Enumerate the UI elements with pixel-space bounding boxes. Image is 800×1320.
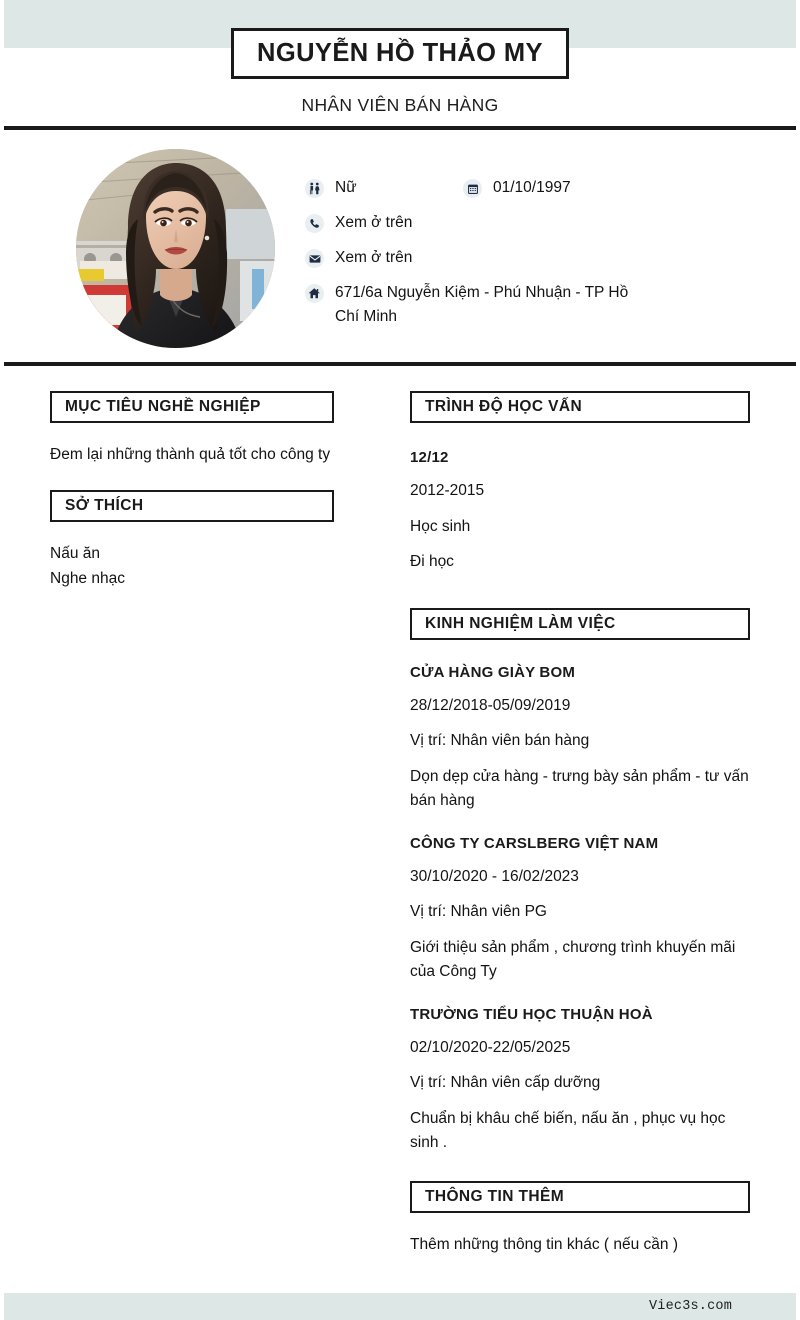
page-title: NGUYỄN HỒ THẢO MY xyxy=(257,38,543,67)
contact-email xyxy=(305,246,412,270)
footer-site-label: Viec3s.com xyxy=(648,1299,732,1314)
contact-birthday xyxy=(463,176,571,200)
calendar-icon xyxy=(463,179,482,198)
avatar xyxy=(76,149,275,348)
experience-entry xyxy=(410,664,750,814)
section-title: KINH NGHIỆM LÀM VIỆC xyxy=(425,614,616,632)
section-title: MỤC TIÊU NGHỀ NGHIỆP xyxy=(65,398,261,415)
hobby-item: Nghe nhạc xyxy=(50,570,125,587)
phone-icon xyxy=(305,214,324,233)
section-header-additional xyxy=(410,1181,750,1213)
additional-text: Thêm những thông tin khác ( nếu cần ) xyxy=(410,1235,679,1253)
contact-row xyxy=(305,211,785,237)
experience-title: CỬA HÀNG GIÀY BOM xyxy=(410,663,576,681)
experience-period: 02/10/2020-22/05/2025 xyxy=(410,1038,571,1056)
education-period: 2012-2015 xyxy=(410,482,485,499)
section-title: SỞ THÍCH xyxy=(65,497,144,514)
experience-detail: Dọn dẹp cửa hàng - trưng bày sản phẩm - tư vấn bán hàng xyxy=(410,767,749,809)
section-header-experience xyxy=(410,608,750,640)
home-icon xyxy=(305,284,324,303)
name-box xyxy=(231,28,569,79)
gender-value: Nữ xyxy=(335,179,357,196)
section-title: THÔNG TIN THÊM xyxy=(425,1187,565,1205)
experience-title: TRƯỜNG TIỂU HỌC THUẬN HOÀ xyxy=(410,1005,653,1023)
contact-row xyxy=(305,176,785,202)
contact-gender xyxy=(305,176,463,200)
experience-role: Vị trí: Nhân viên PG xyxy=(410,903,547,920)
section-header-hobbies xyxy=(50,490,334,522)
contact-row xyxy=(305,281,785,329)
experience-title: CÔNG TY CARSLBERG VIỆT NAM xyxy=(410,834,659,852)
experience-role: Vị trí: Nhân viên bán hàng xyxy=(410,732,590,749)
header xyxy=(0,0,800,128)
objective-text: Đem lại những thành quả tốt cho công ty xyxy=(50,446,331,463)
contact-address xyxy=(305,281,635,329)
education-entry xyxy=(410,449,750,575)
phone-value: Xem ở trên xyxy=(335,214,413,231)
hobby-item: Nấu ăn xyxy=(50,545,100,562)
right-column xyxy=(410,391,750,1257)
education-role: Học sinh xyxy=(410,517,471,535)
education-detail: Đi học xyxy=(410,553,454,570)
experience-role: Vị trí: Nhân viên cấp dưỡng xyxy=(410,1074,601,1091)
section-title: TRÌNH ĐỘ HỌC VẤN xyxy=(425,398,583,415)
left-column xyxy=(50,391,334,591)
experience-entry xyxy=(410,1006,750,1156)
section-header-education xyxy=(410,391,750,423)
experience-period: 30/10/2020 - 16/02/2023 xyxy=(410,867,579,885)
email-value: Xem ở trên xyxy=(335,249,413,266)
experience-detail: Giới thiệu sản phẩm , chương trình khuyến mãi của Công Ty xyxy=(410,938,736,980)
gender-icon xyxy=(305,179,324,198)
education-title: 12/12 xyxy=(410,449,449,466)
experience-period: 28/12/2018-05/09/2019 xyxy=(410,696,571,714)
birthday-value: 01/10/1997 xyxy=(493,179,571,196)
envelope-icon xyxy=(305,249,324,268)
experience-entry xyxy=(410,835,750,985)
divider-middle xyxy=(4,362,796,366)
job-title: NHÂN VIÊN BÁN HÀNG xyxy=(301,95,499,115)
experience-detail: Chuẩn bị khâu chế biến, nấu ăn , phục vụ học sinh . xyxy=(410,1109,726,1151)
contact-phone xyxy=(305,211,412,235)
contact-row xyxy=(305,246,785,272)
contact-details xyxy=(305,176,785,338)
contact-section xyxy=(0,130,800,362)
section-header-objective xyxy=(50,391,334,423)
address-value: 671/6a Nguyễn Kiệm - Phú Nhuận - TP Hồ Chí Minh xyxy=(335,284,629,325)
profile-photo-illustration xyxy=(76,149,275,348)
